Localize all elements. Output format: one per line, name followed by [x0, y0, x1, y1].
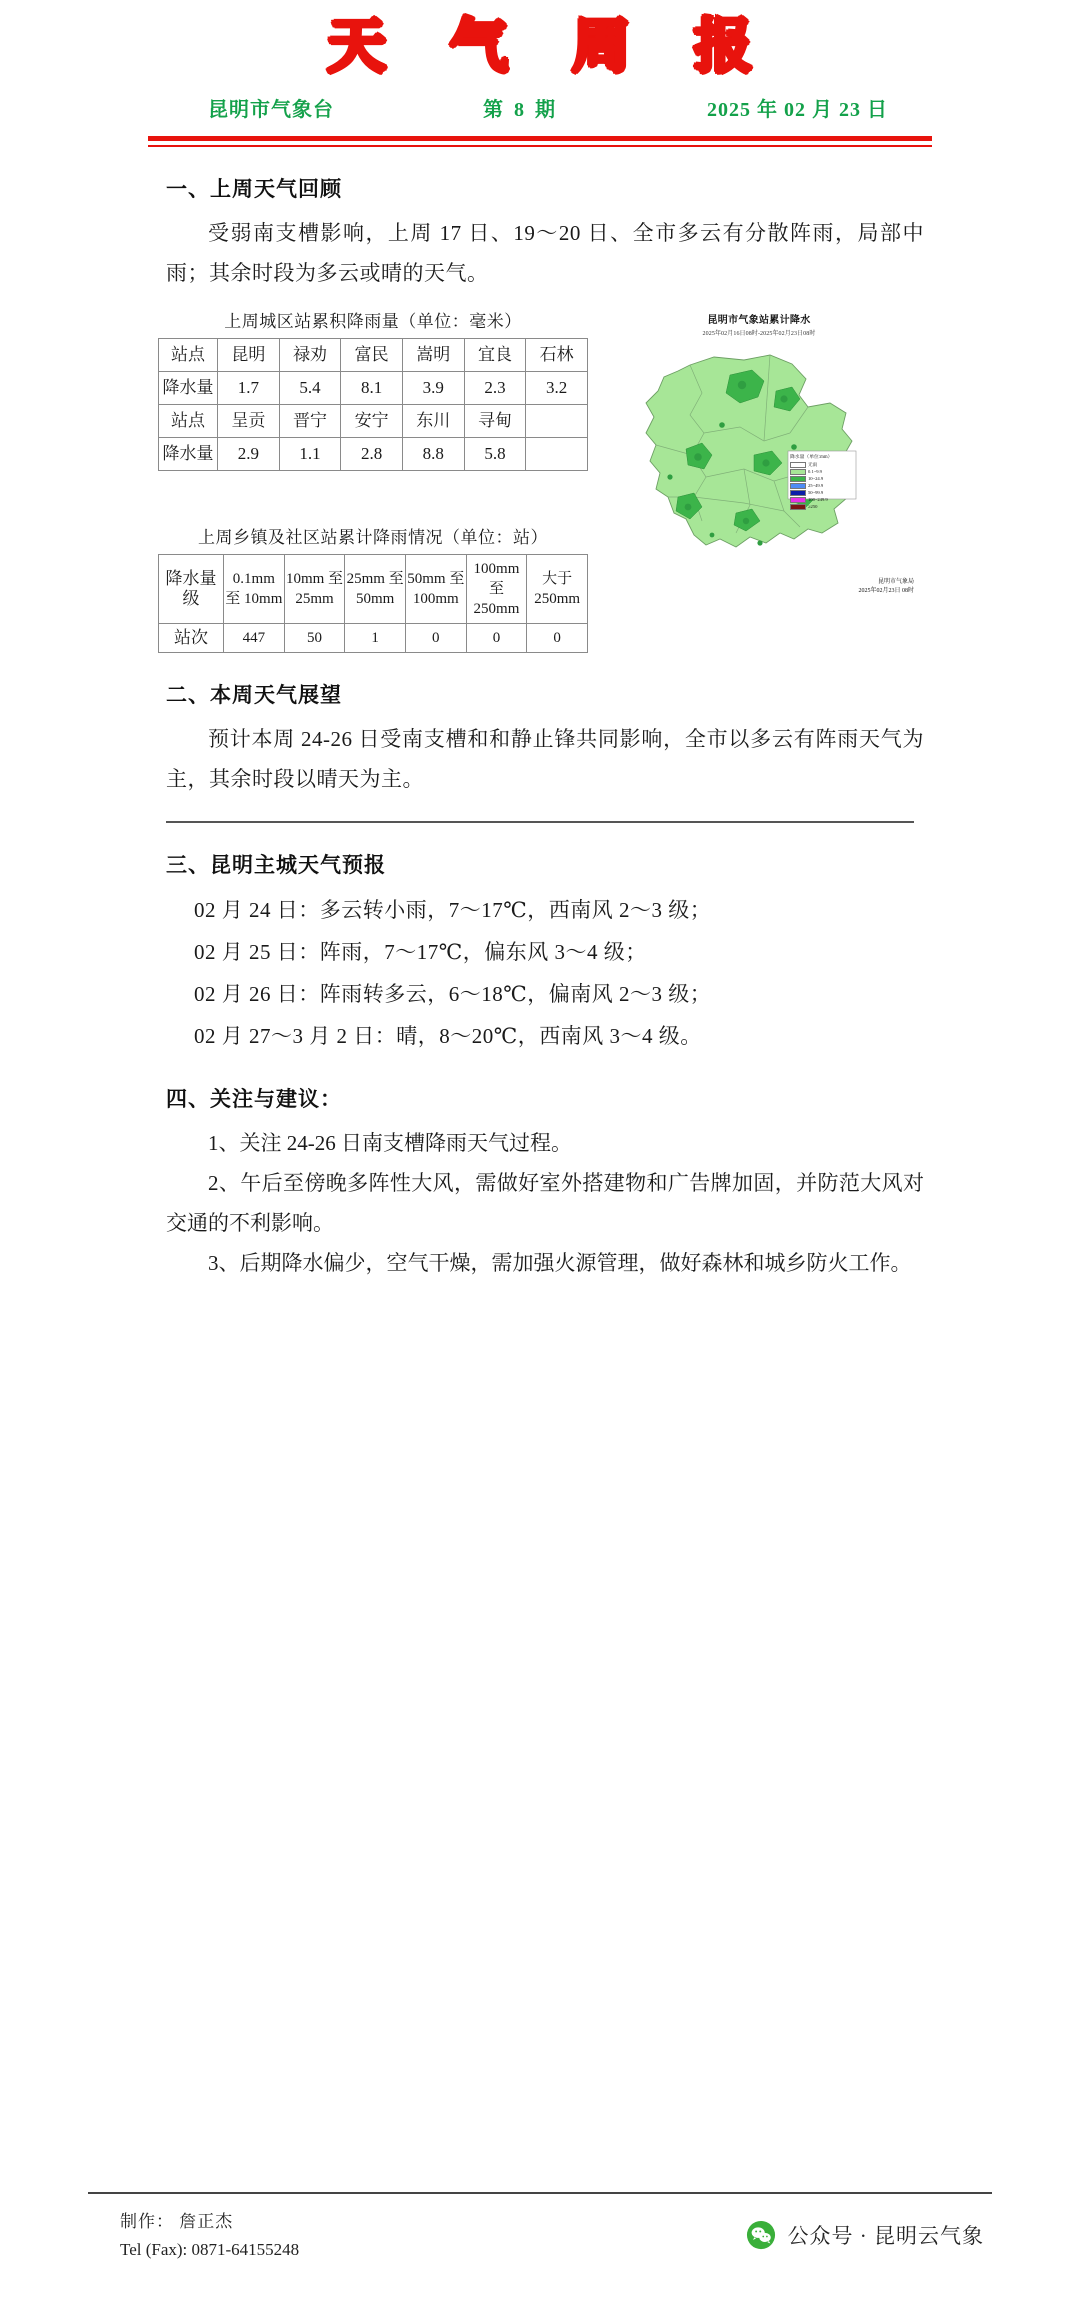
table-row — [159, 338, 588, 371]
rainfall-value-empty — [526, 437, 588, 470]
station-name: 石林 — [526, 338, 588, 371]
row-header-station: 站点 — [159, 404, 218, 437]
legend-item — [790, 497, 852, 504]
rainfall-value: 5.8 — [464, 437, 526, 470]
divider-thick — [148, 136, 932, 141]
forecast-line: 02 月 27～3 月 2 日：晴，8～20℃，西南风 3～4 级。 — [194, 1023, 702, 1048]
legend-label: 无雨 — [808, 462, 818, 468]
rainfall-value: 2.8 — [341, 437, 403, 470]
legend-label: ≥250 — [808, 504, 818, 510]
legend-swatch — [790, 476, 806, 483]
page-footer — [0, 2192, 1080, 2314]
row-header-count: 站次 — [159, 623, 224, 652]
station-count: 0 — [527, 623, 588, 652]
legend-swatch — [790, 462, 806, 469]
masthead-subline — [170, 93, 910, 122]
rainfall-value: 8.1 — [341, 371, 403, 404]
table-row — [159, 554, 588, 623]
map-legend — [790, 455, 852, 511]
advisory-item: 3、后期降水偏少，空气干燥，需加强火源管理，做好森林和城乡防火工作。 — [208, 1250, 912, 1275]
legend-item — [790, 476, 852, 483]
legend-label: 10~24.9 — [808, 476, 824, 482]
rainfall-value: 2.3 — [464, 371, 526, 404]
advisory-item: 1、关注 24-26 日南支槽降雨天气过程。 — [208, 1130, 572, 1155]
section-heading-forecast: 三、昆明主城天气预报 — [166, 852, 386, 877]
city-table-caption: 上周城区站累积降雨量（单位：毫米） — [224, 311, 522, 331]
station-name: 东川 — [402, 404, 464, 437]
level-range: 100mm 至 250mm — [466, 554, 527, 623]
footer-divider — [88, 2192, 992, 2194]
wechat-icon[interactable] — [746, 2220, 776, 2250]
section-paragraph-review: 受弱南支槽影响，上周 17 日、19～20 日、全市多云有分散阵雨，局部中雨；其余时段为多云或晴的天气。 — [166, 220, 924, 285]
city-rainfall-table — [158, 338, 588, 471]
map-footer-org: 昆明市气象局 — [877, 579, 914, 586]
station-name: 昆明 — [218, 338, 280, 371]
station-name: 富民 — [341, 338, 403, 371]
legend-swatch — [790, 490, 806, 497]
header-divider — [148, 136, 932, 147]
table-row — [159, 437, 588, 470]
station-name: 禄劝 — [279, 338, 341, 371]
station-name: 安宁 — [341, 404, 403, 437]
section-heading-outlook: 二、本周天气展望 — [166, 682, 342, 707]
issue-date: 2025 年 02 月 23 日 — [707, 98, 888, 121]
level-range: 10mm 至 25mm — [284, 554, 345, 623]
legend-item — [790, 490, 852, 497]
forecast-line: 02 月 26 日：阵雨转多云，6～18℃，偏南风 2～3 级； — [194, 981, 712, 1006]
rainfall-value: 5.4 — [279, 371, 341, 404]
rainfall-value: 1.1 — [279, 437, 341, 470]
legend-item — [790, 469, 852, 476]
section-paragraph-outlook: 预计本周 24-26 日受南支槽和和静止锋共同影响，全市以多云有阵雨天气为主，其余时段以晴天为主。 — [166, 726, 924, 791]
footer-wechat-label: 公众号 · 昆明云气象 — [787, 2224, 984, 2248]
masthead — [0, 0, 1080, 122]
advisory-item: 2、午后至傍晚多阵性大风，需做好室外搭建物和广告牌加固，并防范大风对交通的不利影响。 — [166, 1170, 924, 1235]
tables-column — [158, 307, 588, 653]
rainfall-value: 1.7 — [218, 371, 280, 404]
footer-telephone: Tel (Fax): 0871-64155248 — [120, 2240, 300, 2259]
issue-number: 第 8 期 — [483, 98, 558, 121]
map-canvas — [594, 337, 924, 587]
legend-label: 25~49.9 — [808, 483, 824, 489]
level-range: 25mm 至 50mm — [345, 554, 406, 623]
map-footer-time: 2025年02月23日 08时 — [858, 587, 914, 594]
map-title: 昆明市气象站累计降水 — [707, 314, 811, 326]
station-count: 1 — [345, 623, 406, 652]
table-row — [159, 623, 588, 652]
station-name: 寻甸 — [464, 404, 526, 437]
page-title: 天 气 周 报 — [327, 12, 775, 80]
legend-swatch — [790, 497, 806, 504]
table-spacer — [158, 471, 588, 523]
rainfall-value: 3.2 — [526, 371, 588, 404]
station-name: 嵩明 — [402, 338, 464, 371]
rainfall-value: 8.8 — [402, 437, 464, 470]
footer-wechat[interactable] — [746, 2220, 985, 2250]
legend-title: 降水量（单位:mm） — [790, 454, 833, 460]
footer-contact — [120, 2208, 299, 2264]
legend-item — [790, 504, 852, 511]
row-header-station: 站点 — [159, 338, 218, 371]
level-range: 0.1mm 至 10mm — [224, 554, 285, 623]
station-name: 宜良 — [464, 338, 526, 371]
section-divider — [166, 821, 914, 823]
rainfall-level-table — [158, 554, 588, 653]
section-heading-advisories: 四、关注与建议： — [166, 1086, 342, 1111]
tables-and-map-block — [148, 307, 932, 653]
legend-swatch — [790, 483, 806, 490]
legend-swatch — [790, 504, 806, 511]
station-name-empty — [526, 404, 588, 437]
station-count: 0 — [405, 623, 466, 652]
map-column — [594, 307, 924, 611]
levels-table-caption: 上周乡镇及社区站累计降雨情况（单位：站） — [198, 527, 548, 547]
row-header-rainfall: 降水量 — [159, 371, 218, 404]
row-header-level: 降水量级 — [159, 554, 224, 623]
legend-item — [790, 462, 852, 469]
map-subtitle: 2025年02月16日08时-2025年02月23日08时 — [702, 330, 816, 337]
station-name: 晋宁 — [279, 404, 341, 437]
section-heading-review: 一、上周天气回顾 — [166, 176, 342, 201]
legend-item — [790, 483, 852, 490]
footer-maker: 制作： 詹正杰 — [120, 2212, 234, 2231]
row-header-rainfall: 降水量 — [159, 437, 218, 470]
kunming-district-map-svg — [594, 337, 924, 587]
rainfall-value: 3.9 — [402, 371, 464, 404]
level-range: 50mm 至 100mm — [405, 554, 466, 623]
station-name: 呈贡 — [218, 404, 280, 437]
map-footer — [858, 578, 914, 595]
station-count: 447 — [224, 623, 285, 652]
legend-label: 50~99.9 — [808, 490, 824, 496]
legend-swatch — [790, 469, 806, 476]
station-count: 50 — [284, 623, 345, 652]
rainfall-value: 2.9 — [218, 437, 280, 470]
rainfall-map — [594, 311, 924, 611]
issuing-organization: 昆明市气象台 — [208, 98, 334, 121]
table-row — [159, 404, 588, 437]
legend-label: 100~249.9 — [808, 497, 828, 503]
table-row — [159, 371, 588, 404]
station-count: 0 — [466, 623, 527, 652]
document-content — [148, 147, 932, 1283]
level-range: 大于 250mm — [527, 554, 588, 623]
forecast-line: 02 月 24 日：多云转小雨，7～17℃，西南风 2～3 级； — [194, 897, 712, 922]
legend-label: 0.1~9.9 — [808, 469, 822, 475]
forecast-line: 02 月 25 日：阵雨，7～17℃，偏东风 3～4 级； — [194, 939, 647, 964]
